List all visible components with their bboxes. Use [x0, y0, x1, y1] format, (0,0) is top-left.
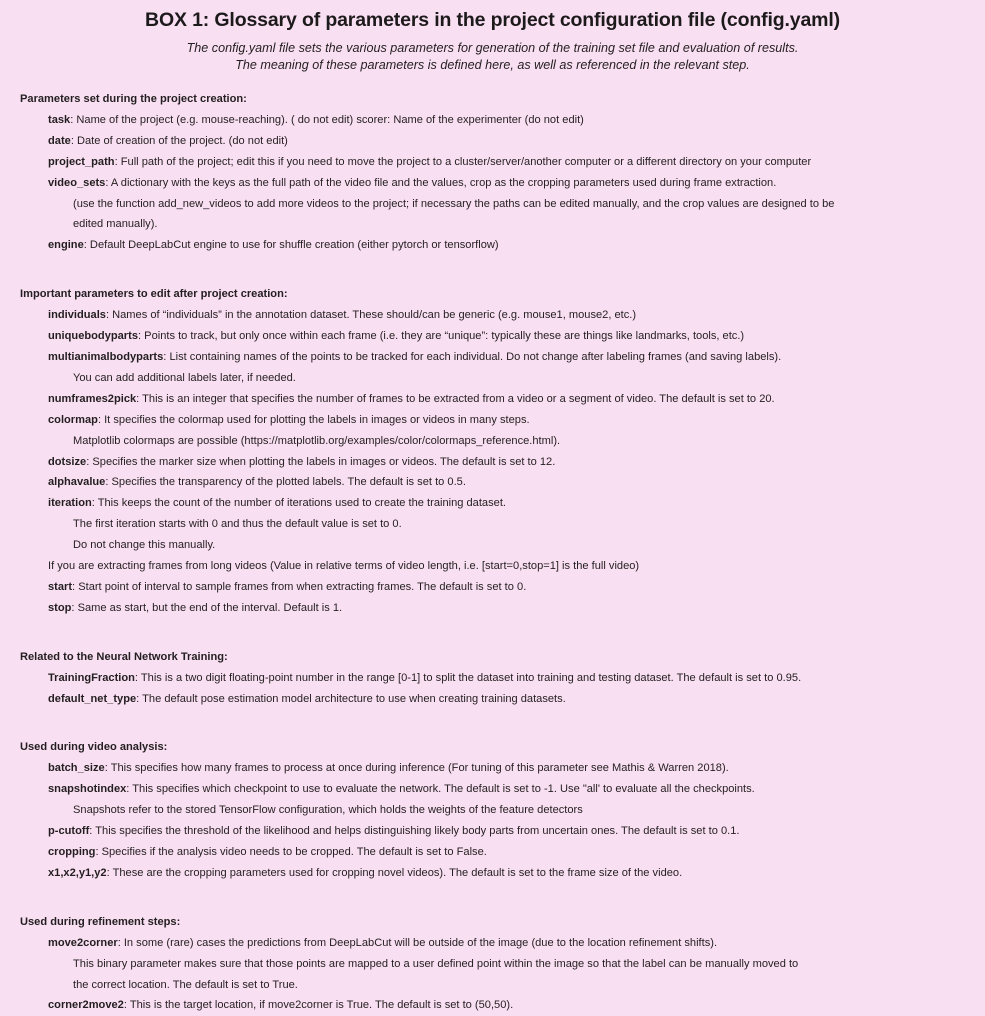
parameter-description: : These are the cropping parameters used for cropping novel videos). The default is set to the frame size of the video.: [106, 866, 683, 879]
parameter-description: : This is the target location, if move2corner is True. The default is set to (50,50).: [123, 999, 514, 1012]
glossary-entry: [0, 110, 985, 131]
entry-continuation-line: the correct location. The default is set to True.: [73, 978, 298, 991]
parameter-description: : Same as start, but the end of the interval. Default is 1.: [71, 601, 343, 614]
section-heading: Related to the Neural Network Training:: [20, 650, 228, 663]
parameter-description: : This is a two digit floating-point number in the range [0-1] to split the dataset into training and testing dataset. The default is set to 0.95.: [134, 671, 802, 684]
glossary-entry: [0, 758, 985, 779]
parameter-name: project_path: [48, 155, 115, 168]
glossary-entry: [0, 326, 985, 347]
glossary-entry: [0, 689, 985, 710]
parameter-description: : Points to track, but only once within each frame (i.e. they are “unique”: typically these are things like landmarks, tools, etc.): [138, 330, 745, 343]
parameter-name: stop: [48, 601, 72, 614]
parameter-description: If you are extracting frames from long videos (Value in relative terms of video length, i.e. [start=0,stop=1] is the full video): [48, 560, 640, 573]
parameter-description: : Full path of the project; edit this if you need to move the project to a cluster/server/another computer or a different directory on your computer: [114, 155, 812, 168]
glossary-entry: [0, 305, 985, 326]
parameter-name: dotsize: [48, 455, 87, 468]
entry-continuation-line: edited manually).: [73, 218, 158, 231]
glossary-entry: [0, 472, 985, 493]
parameter-name: iteration: [48, 497, 92, 510]
section-heading: Used during refinement steps:: [20, 915, 181, 928]
parameter-name: uniquebodyparts: [48, 330, 138, 343]
parameter-name: individuals: [48, 309, 106, 322]
parameter-description: : This specifies how many frames to process at once during inference (For tuning of this parameter see Mathis & Warren 2018).: [104, 762, 729, 775]
glossary-entry: [0, 933, 985, 954]
parameter-description: : Names of “individuals” in the annotation dataset. These should/can be generic (e.g. mouse1, mouse2, etc.): [105, 309, 637, 322]
parameter-name: multianimalbodyparts: [48, 350, 164, 363]
glossary-entry: [0, 410, 985, 431]
parameter-name: start: [48, 580, 73, 593]
glossary-entry: [0, 152, 985, 173]
parameter-description: : Start point of interval to sample frames from when extracting frames. The default is set to 0.: [72, 580, 527, 593]
glossary-section: [0, 912, 985, 1016]
box-subtitle: [0, 40, 985, 74]
parameter-description: : Specifies the marker size when plotting the labels in images or videos. The default is set to 12.: [86, 455, 556, 468]
entry-continuation-line: Matplotlib colormaps are possible (https://matplotlib.org/examples/color/colormaps_reference.html).: [73, 434, 561, 447]
glossary-entry: [0, 131, 985, 152]
glossary-entry: [0, 821, 985, 842]
parameter-description: : This specifies the threshold of the likelihood and helps distinguishing likely body parts from uncertain ones. The default is set to 0.1.: [89, 825, 740, 838]
entry-continuation-line: The first iteration starts with 0 and thus the default value is set to 0.: [73, 518, 402, 531]
glossary-entry: [0, 493, 985, 514]
entry-continuation-line: Snapshots refer to the stored TensorFlow configuration, which holds the weights of the feature detectors: [73, 804, 583, 817]
glossary-section: [0, 737, 985, 883]
glossary-section: [0, 89, 985, 256]
glossary-entry: [0, 842, 985, 863]
parameter-description: : A dictionary with the keys as the full path of the video file and the values, crop as the cropping parameters used during frame extraction.: [105, 176, 777, 189]
glossary-section: [0, 647, 985, 710]
glossary-entry: [0, 668, 985, 689]
glossary-entry: [0, 995, 985, 1016]
glossary-entry: [0, 577, 985, 598]
parameter-description: : This keeps the count of the number of iterations used to create the training dataset.: [91, 497, 506, 510]
section-heading: Parameters set during the project creation:: [20, 93, 247, 105]
parameter-name: video_sets: [48, 176, 106, 189]
parameter-name: numframes2pick: [48, 392, 137, 405]
glossary-entry: [0, 235, 985, 256]
box-title: BOX 1: Glossary of parameters in the project configuration file (config.yaml): [145, 9, 840, 31]
entry-continuation-line: (use the function add_new_videos to add more videos to the project; if necessary the paths can be edited manually, and the crop values are designed to be: [73, 197, 835, 210]
parameter-name: batch_size: [48, 762, 105, 775]
glossary-content: [0, 89, 985, 1016]
glossary-entry: [0, 779, 985, 800]
entry-continuation-line: This binary parameter makes sure that those points are mapped to a user defined point within the image so that the label can be manually moved to: [73, 957, 799, 970]
glossary-entry: [0, 347, 985, 368]
parameter-description: : The default pose estimation model architecture to use when creating training datasets.: [136, 692, 566, 705]
parameter-name: TrainingFraction: [48, 671, 135, 684]
parameter-name: colormap: [48, 413, 98, 426]
glossary-section: [0, 284, 985, 619]
parameter-description: : Date of creation of the project. (do not edit): [70, 134, 288, 147]
glossary-entry: [0, 598, 985, 619]
parameter-name: task: [48, 113, 71, 126]
parameter-name: alphavalue: [48, 476, 106, 489]
parameter-description: : This specifies which checkpoint to use to evaluate the network. The default is set to -1. Use "all' to evaluate all the checkpoints.: [126, 783, 755, 796]
subtitle-line-1: The config.yaml file sets the various parameters for generation of the training set file and evaluation of results.: [186, 41, 799, 55]
subtitle-line-2: The meaning of these parameters is defined here, as well as referenced in the relevant step.: [235, 58, 750, 72]
parameter-name: date: [48, 134, 71, 147]
parameter-description: : In some (rare) cases the predictions from DeepLabCut will be outside of the image (due to the location refinement shifts).: [117, 936, 718, 949]
glossary-entry: [0, 173, 985, 194]
parameter-name: snapshotindex: [48, 783, 127, 796]
entry-continuation-line: You can add additional labels later, if needed.: [73, 371, 296, 384]
parameter-description: : List containing names of the points to be tracked for each individual. Do not change after labeling frames (and saving labels).: [163, 350, 782, 363]
glossary-entry: [0, 452, 985, 473]
glossary-entry: [0, 863, 985, 884]
parameter-name: x1,x2,y1,y2: [48, 866, 107, 879]
parameter-name: move2corner: [48, 936, 118, 949]
parameter-description: : This is an integer that specifies the number of frames to be extracted from a video or a segment of video. The default is set to 20.: [136, 392, 775, 405]
glossary-entry: [0, 389, 985, 410]
parameter-description: : Name of the project (e.g. mouse-reaching). ( do not edit) scorer: Name of the experimenter (do not edit): [70, 113, 584, 126]
parameter-description: : Default DeepLabCut engine to use for shuffle creation (either pytorch or tensorflow): [83, 239, 499, 252]
parameter-name: engine: [48, 239, 84, 252]
entry-continuation-line: Do not change this manually.: [73, 539, 216, 552]
section-heading: Used during video analysis:: [20, 741, 168, 754]
parameter-name: default_net_type: [48, 692, 137, 705]
section-heading: Important parameters to edit after project creation:: [20, 288, 288, 301]
glossary-entry: [0, 556, 985, 577]
parameter-description: : Specifies the transparency of the plotted labels. The default is set to 0.5.: [105, 476, 466, 489]
parameter-name: p-cutoff: [48, 825, 90, 838]
parameter-name: corner2move2: [48, 999, 124, 1012]
parameter-name: cropping: [48, 846, 96, 858]
parameter-description: : It specifies the colormap used for plotting the labels in images or videos in many steps.: [97, 413, 530, 426]
parameter-description: : Specifies if the analysis video needs to be cropped. The default is set to False.: [95, 846, 487, 858]
